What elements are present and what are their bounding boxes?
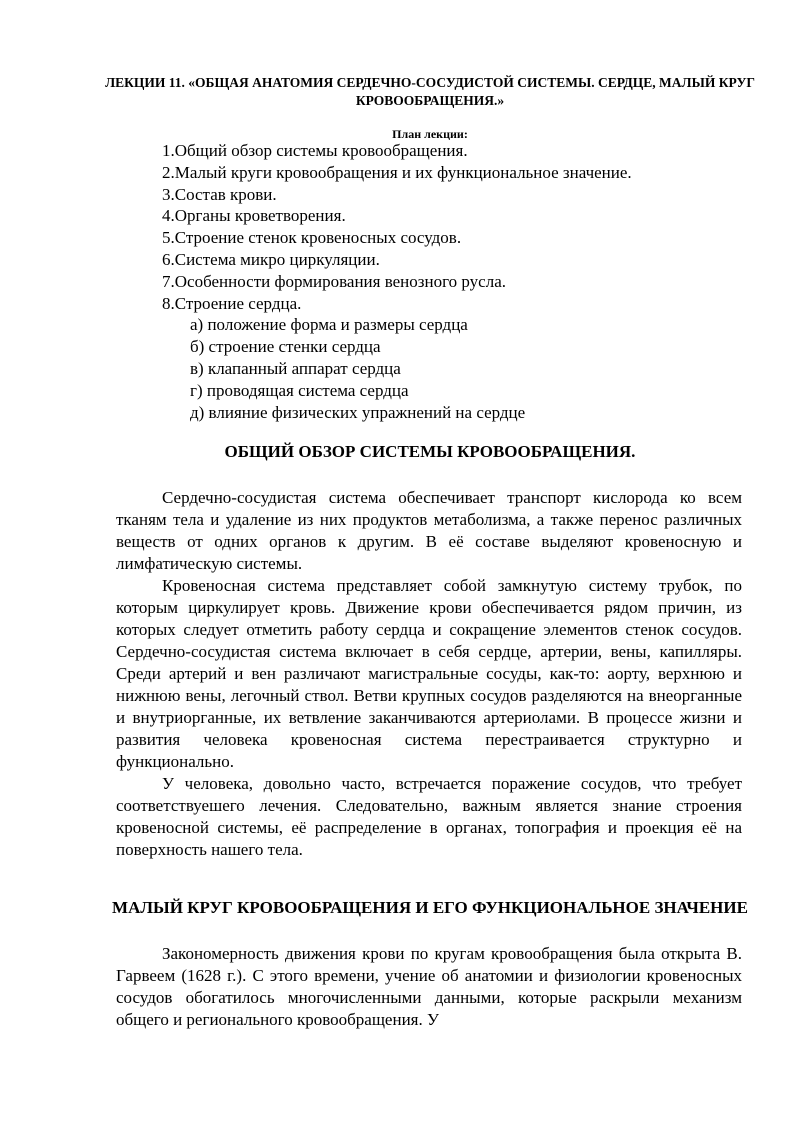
plan-subitem: г) проводящая система сердца xyxy=(190,380,409,400)
section-body-circulation-overview xyxy=(116,487,742,861)
plan-subitem: а) положение форма и размеры сердца xyxy=(190,315,468,335)
plan-item: 5.Строение стенок кровеносных сосудов. xyxy=(162,228,462,248)
plan-item: 3.Состав крови. xyxy=(162,184,277,204)
plan-heading: План лекции: xyxy=(392,127,468,141)
plan-subitem: б) строение стенки сердца xyxy=(190,337,381,357)
plan-item: 8.Строение сердца. xyxy=(162,293,302,313)
plan-subitem: д) влияние физических упражнений на сердце xyxy=(190,402,526,422)
plan-list xyxy=(162,140,632,423)
section-body-pulmonary-circulation xyxy=(116,943,742,1031)
paragraph: У человека, довольно часто, встречается поражение сосудов, что требует соответствуешего лечения. Следовательно, важным является знание строения кровеносной системы, её распределение в органах, топография и проекция её на поверхность нашего тела. xyxy=(116,774,742,859)
plan-item: 2.Малый круги кровообращения и их функциональное значение. xyxy=(162,162,632,182)
paragraph: Сердечно-сосудистая система обеспечивает транспорт кислорода ко всем тканям тела и удаление из них продуктов метаболизма, а также перенос различных веществ от одних органов к другим. В её составе выделяют кровеносную и лимфатическую системы. xyxy=(116,488,742,573)
plan-item: 1.Общий обзор системы кровообращения. xyxy=(162,141,468,160)
plan-item: 6.Система микро циркуляции. xyxy=(162,249,380,269)
plan-item: 4.Органы кроветворения. xyxy=(162,206,346,226)
section-heading-circulation-overview: ОБЩИЙ ОБЗОР СИСТЕМЫ КРОВООБРАЩЕНИЯ. xyxy=(224,442,636,461)
section-heading-pulmonary-circulation: МАЛЫЙ КРУГ КРОВООБРАЩЕНИЯ И ЕГО ФУНКЦИОНАЛЬНОЕ ЗНАЧЕНИЕ xyxy=(112,898,748,917)
plan-subitem: в) клапанный аппарат сердца xyxy=(190,358,401,378)
lecture-title: ЛЕКЦИИ 11. «ОБЩАЯ АНАТОМИЯ СЕРДЕЧНО-СОСУДИСТОЙ СИСТЕМЫ. СЕРДЦЕ, МАЛЫЙ КРУГ КРОВООБРАЩЕНИЯ.» xyxy=(105,75,755,108)
paragraph: Кровеносная система представляет собой замкнутую систему трубок, по которым циркулирует кровь. Движение крови обеспечивается рядом причин, из которых следует отметить работу сердца и сокращение элементов стенок сосудов. Сердечно-сосудистая система включает в себя сердце, артерии, вены, капилляры. Среди артерий и вен различают магистральные сосуды, как-то: аорту, верхнюю и нижнюю вены, легочный ствол. Ветви крупных сосудов разделяются на внеорганные и внутриорганные, их ветвление заканчиваются артериолами. В процессе жизни и развития человека кровеносная система перестраивается структурно и функционально. xyxy=(116,576,742,771)
paragraph: Закономерность движения крови по кругам кровообращения была открыта В. Гарвеем (1628 г.). С этого времени, учение об анатомии и физиологии кровеносных сосудов обогатилось многочисленными данными, которые раскрыли механизм общего и регионального кровообращения. У xyxy=(116,944,742,1029)
plan-item: 7.Особенности формирования венозного русла. xyxy=(162,271,506,291)
